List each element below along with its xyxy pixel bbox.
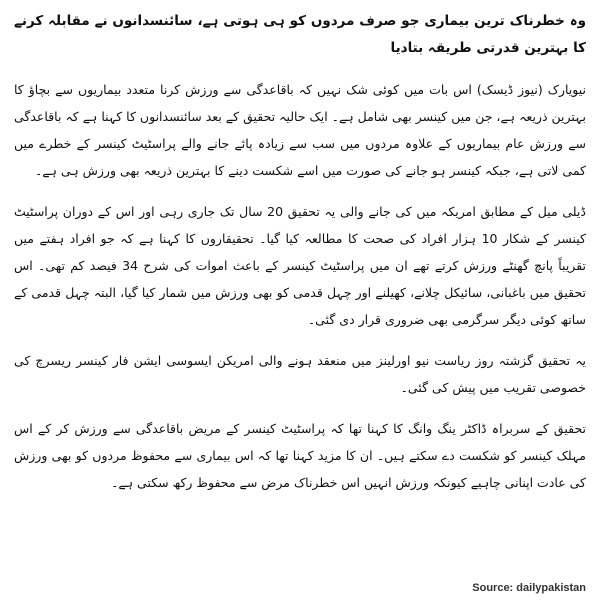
article-paragraph-1: نیویارک (نیوز ڈیسک) اس بات میں کوئی شک نہیں کہ باقاعدگی سے ورزش کرنا متعدد بیماریوں سے بچاؤ کا بہترین ذریعہ ہے، جن میں کینسر بھی شامل ہے۔ ایک حالیہ تحقیق کے بعد سائنسدانوں کا کہنا ہے کہ باقاعدگی سے ورزش عام بیماریوں کے علاوہ مردوں میں سب سے زیادہ پائے جانے والے پراسٹیٹ کینسر کے خطرے میں کمی لاتی ہے، جبکہ کینسر ہو جانے کی صورت میں اسے شکست دینے کا بہترین ذریعہ بھی ورزش ہی ہے۔ (14, 82, 586, 178)
source-value: dailypakistan (516, 582, 586, 594)
article-paragraph-3: یہ تحقیق گزشتہ روز ریاست نیو اورلینز میں منعقد ہونے والی امریکن ایسوسی ایشن فار کینسر ریسرچ کی خصوصی تقریب میں پیش کی گئی۔ (14, 353, 586, 395)
source-credit (472, 582, 586, 594)
article-paragraph-2: ڈیلی میل کے مطابق امریکہ میں کی جانے والی یہ تحقیق 20 سال تک جاری رہی اور اس کے دوران پراسٹیٹ کینسر کے شکار 10 ہزار افراد کی صحت کا مطالعہ کیا گیا۔ تحقیقاروں کا کہنا ہے کہ جو افراد ہفتے میں تقریباً پانچ گھنٹے ورزش کرتے تھے ان میں پراسٹیٹ کینسر کے باعث اموات کی شرح 34 فیصد کم تھی۔ اس تحقیق میں باغبانی، سائیکل چلانے، کھیلنے اور چہل قدمی کو بھی ورزش میں شمار کیا گیا، البتہ چہل قدمی کے ساتھ کوئی دیگر سرگرمی بھی ضروری قرار دی گئی۔ (14, 204, 586, 327)
source-label: Source: (472, 582, 514, 594)
article-paragraph-4: تحقیق کے سربراہ ڈاکٹر ینگ وانگ کا کہنا تھا کہ پراسٹیٹ کینسر کے مریض باقاعدگی سے ورزش کر کے اس مہلک کینسر کو شکست دے سکتے ہیں۔ ان کا مزید کہنا تھا کہ اس بیماری سے محفوظ مردوں کو بھی ورزش کی عادت اپنانی چاہیے کیونکہ ورزش انہیں اس خطرناک مرض سے محفوظ رکھ سکتی ہے۔ (14, 421, 586, 490)
article-headline: وہ خطرناک ترین بیماری جو صرف مردوں کو ہی ہوتی ہے، سائنسدانوں نے مقابلہ کرنے کا بہترین قدرتی طریقہ بتادیا (14, 13, 586, 56)
